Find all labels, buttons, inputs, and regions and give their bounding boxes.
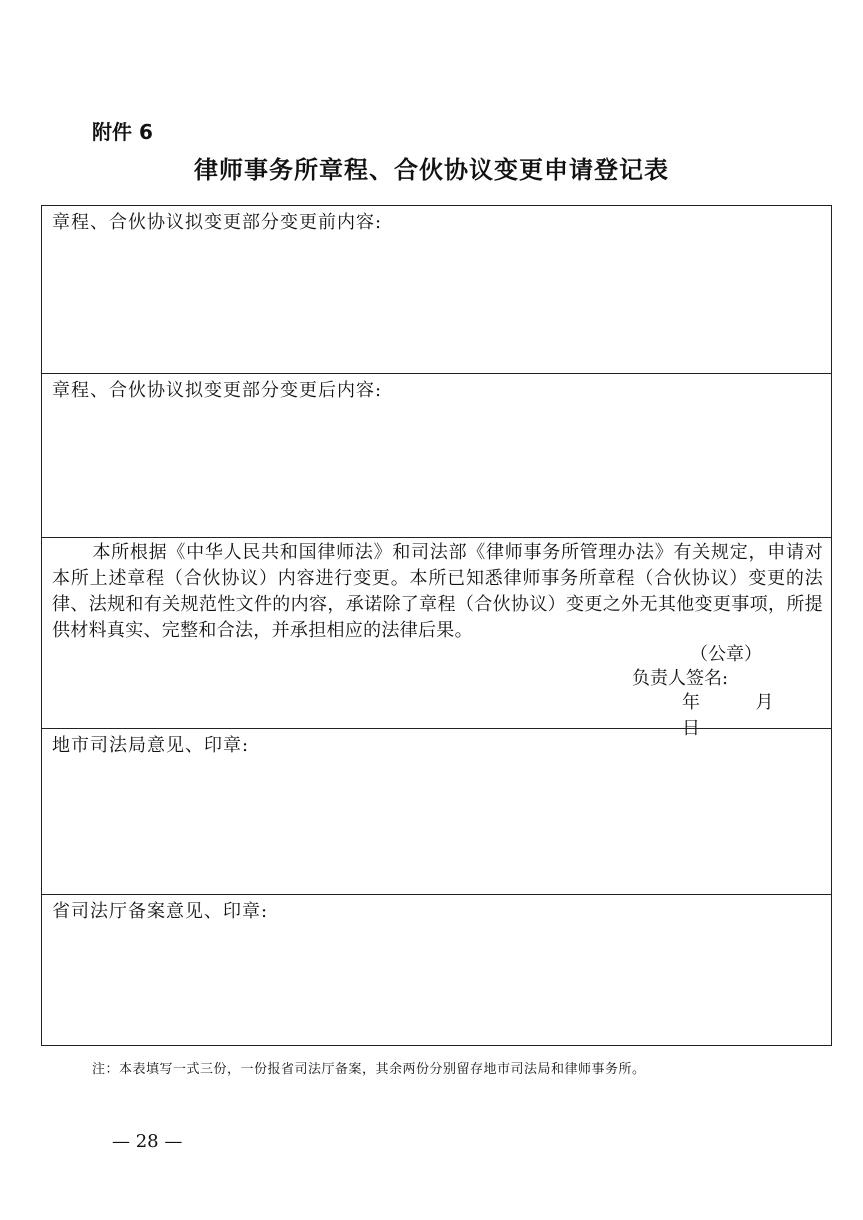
- attachment-label: 附件 6: [92, 120, 153, 144]
- date-month: 月: [755, 692, 774, 713]
- official-seal-label: （公章）: [690, 644, 762, 665]
- registration-form-table: [41, 205, 832, 1046]
- after-content-label: 章程、合伙协议拟变更部分变更后内容:: [52, 380, 383, 401]
- signer-label: 负责人签名:: [632, 668, 729, 689]
- form-title: 律师事务所章程、合伙协议变更申请登记表: [194, 156, 669, 184]
- declaration-body: 本所根据《中华人民共和国律师法》和司法部《律师事务所管理办法》有关规定，申请对本所上述章程（合伙协议）内容进行变更。本所已知悉律师事务所章程（合伙协议）变更的法律、法规和有关规范性文件的内容，承诺除了章程（合伙协议）变更之外无其他变更事项，所提供材料真实、完整和合法，并承担相应的法律后果。: [52, 542, 823, 641]
- city-bureau-row[interactable]: [42, 728, 831, 894]
- before-content-label: 章程、合伙协议拟变更部分变更前内容:: [52, 212, 383, 233]
- before-content-row[interactable]: [42, 206, 831, 373]
- city-bureau-label: 地市司法局意见、印章:: [52, 735, 250, 756]
- footnote: 注：本表填写一式三份，一份报省司法厅备案，其余两份分别留存地市司法局和律师事务所。: [92, 1062, 646, 1077]
- declaration-text: [42, 538, 831, 644]
- declaration-row: [42, 537, 831, 739]
- province-dept-row[interactable]: [42, 894, 831, 1045]
- province-dept-label: 省司法厅备案意见、印章:: [52, 901, 269, 922]
- date-day: 日: [682, 718, 700, 739]
- page-number: — 28 —: [112, 1131, 183, 1152]
- date-year: 年: [682, 692, 700, 713]
- after-content-row[interactable]: [42, 373, 831, 537]
